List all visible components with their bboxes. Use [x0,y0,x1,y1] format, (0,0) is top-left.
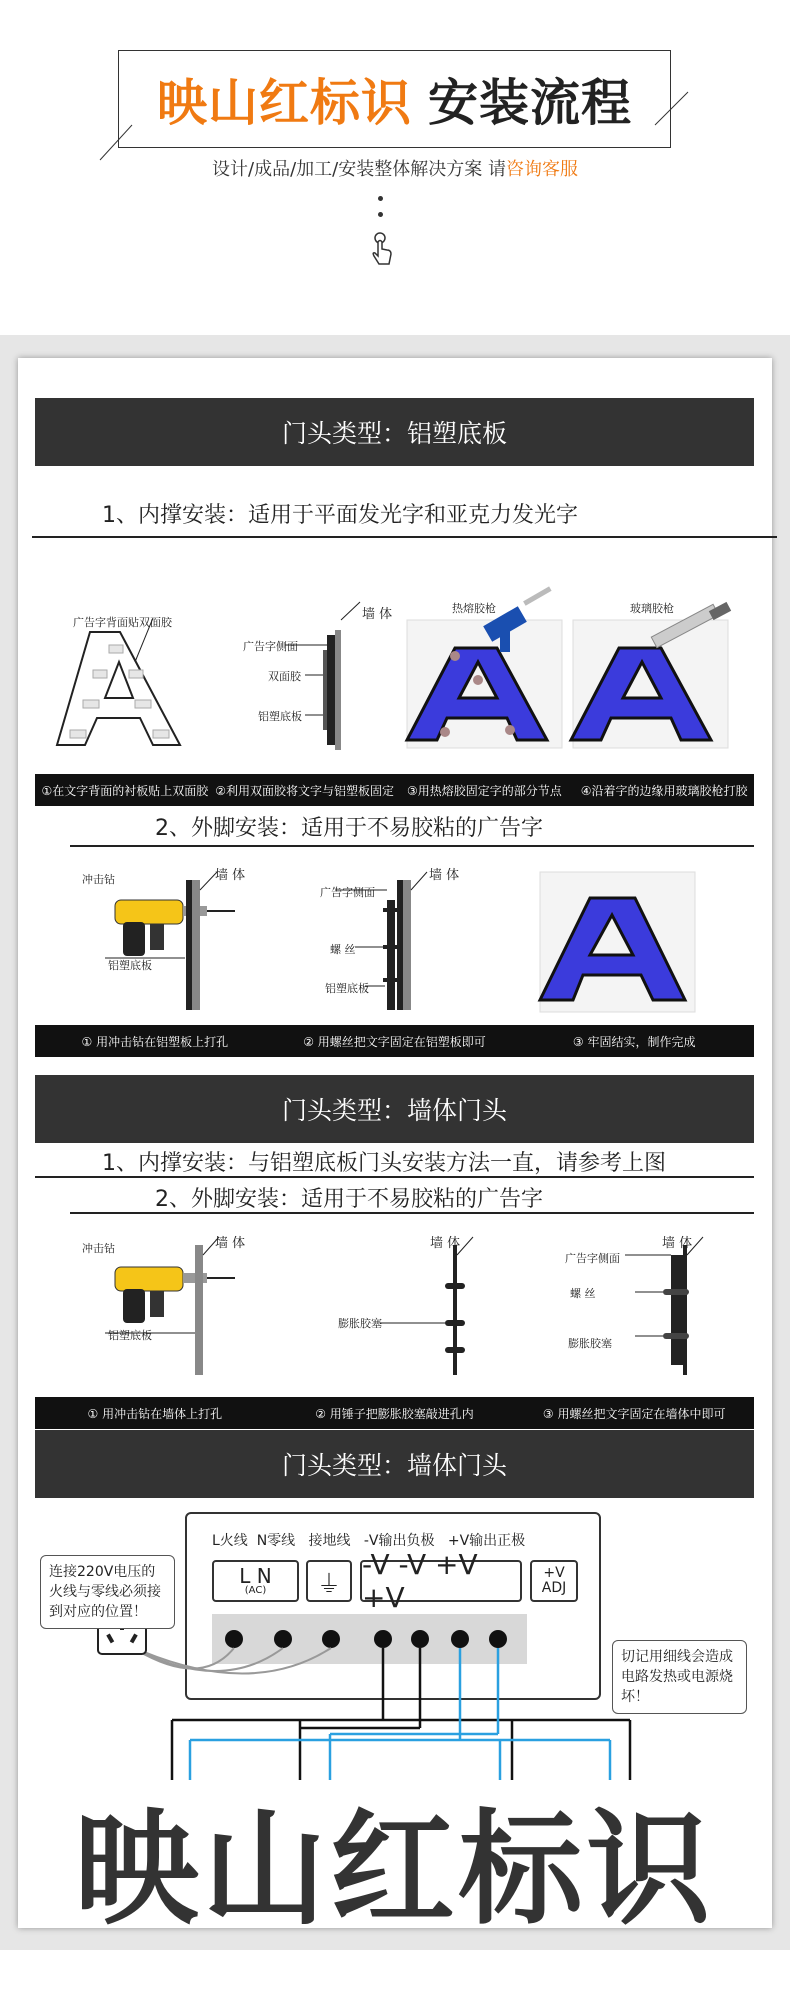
terminal-adj-bottom: ADJ [541,1580,567,1596]
divider [32,536,777,538]
label-wall-3: 墙 体 [429,868,460,883]
caption-step-2: ② 用锤子把膨胀胶塞敲进孔内 [315,1406,474,1421]
dot-1 [378,196,383,201]
drill-icon [115,1267,235,1323]
finished-letter-a [540,872,695,1012]
terminal-screws [225,1630,507,1648]
figure-outer-mount-wall [35,1225,754,1385]
subsection-inner-mount-wall: 1、内撑安装：与铝塑底板门头安装方法一直，请参考上图 [102,1151,666,1176]
caption-step-1: ① 用冲击钻在墙体上打孔 [87,1406,223,1421]
label-expansion-plug-2: 膨胀胶塞 [568,1337,612,1350]
subsection-inner-mount: 1、内撑安装：适用于平面发光字和亚克力发光字 [102,503,578,528]
label-hot-glue-gun: 热熔胶枪 [452,602,496,615]
section-bar-aluminum [35,398,754,466]
label-wall-2: 墙 体 [215,868,246,883]
outline-letter-a [57,618,180,745]
label-drill: 冲击钻 [82,1242,115,1255]
caption-step-4: ④沿着字的边缘用玻璃胶枪打胶 [580,783,748,798]
caption-step-2: ② 用螺丝把文字固定在铝塑板即可 [303,1034,486,1049]
label-expansion-plug: 膨胀胶塞 [338,1317,382,1330]
caption-strip-2 [35,1025,754,1057]
caption-step-3: ③ 用螺丝把文字固定在墙体中即可 [542,1406,726,1421]
figure-outer-mount-board [35,860,754,1020]
label-drill: 冲击钻 [82,873,115,886]
caption-step-2: ②利用双面胶将文字与铝塑板固定 [215,783,394,798]
terminal-outputs-label: -V -V +V +V [362,1548,478,1614]
caption-step-1: ① 用冲击钻在铝塑板上打孔 [81,1034,229,1049]
callout-wire-warning: 切记用细线会造成电路发热或电源烧坏！ [612,1640,747,1714]
drill-icon [115,900,235,956]
label-wall-4: 墙 体 [215,1236,246,1251]
label-screw: 螺 丝 [330,943,356,956]
label-aluminum-board: 铝塑底板 [258,710,302,723]
terminal-ac-label: (AC) [244,1585,267,1596]
callout-voltage-warning: 连接220V电压的火线与零线必须接到对应的位置！ [40,1555,175,1629]
subsection-outer-mount: 2、外脚安装：适用于不易胶粘的广告字 [155,816,543,841]
subsection-outer-mount-wall: 2、外脚安装：适用于不易胶粘的广告字 [155,1187,543,1212]
label-wall: 墙 体 [362,607,393,622]
label-glass-glue-gun: 玻璃胶枪 [630,602,674,615]
pointer-hand-icon [371,232,393,268]
label-letter-side-3: 广告字侧面 [565,1252,620,1265]
divider [70,845,754,847]
glass-glue-letter-a [571,602,731,748]
section-bar-title: 门头类型：墙体门头 [281,1096,507,1125]
section-bar-title: 门头类型：墙体门头 [281,1451,507,1480]
big-brand-name: 映山红标识 [74,1798,715,1942]
title-brand: 映山红标识 [157,74,412,132]
label-backing-tape: 广告字背面贴双面胶 [73,616,172,629]
title-text: 安装流程 [428,74,632,132]
psu-header-labels: L火线 N零线 接地线 -V输出负极 +V输出正极 [212,1533,526,1549]
section-bar-title: 门头类型：铝塑底板 [281,419,507,448]
label-double-tape: 双面胶 [268,670,301,683]
caption-strip-1 [35,774,754,806]
page-title [118,50,671,148]
label-wall-6: 墙 体 [662,1236,693,1251]
label-aluminum-board-2: 铝塑底板 [108,959,152,972]
caption-step-3: ③用热熔胶固定字的部分节点 [406,783,562,798]
subtitle-main: 设计/成品/加工/安装整体解决方案 请 [212,159,506,180]
divider [70,1212,754,1214]
caption-step-3: ③ 牢固结实，制作完成 [572,1034,696,1049]
label-wall-5: 墙 体 [430,1236,461,1251]
label-aluminum-board-4: 铝塑底板 [108,1329,152,1342]
section-bar-wiring [35,1430,754,1498]
label-letter-side-2: 广告字侧面 [320,886,375,899]
label-letter-side: 广告字侧面 [243,640,298,653]
ground-icon: ⏚ [317,1569,341,1598]
label-aluminum-board-3: 铝塑底板 [325,982,369,995]
consult-link[interactable]: 咨询客服 [505,159,578,180]
dot-2 [378,212,383,217]
caption-step-1: ①在文字背面的衬板贴上双面胶 [41,783,209,798]
label-screw-2: 螺 丝 [570,1287,596,1300]
terminal-ln-label: L N [239,1564,272,1588]
terminal-adj-top: +V [543,1565,565,1581]
divider [35,1176,754,1178]
caption-strip-3 [35,1397,754,1429]
header-subtitle [0,155,790,181]
section-bar-wall [35,1075,754,1143]
